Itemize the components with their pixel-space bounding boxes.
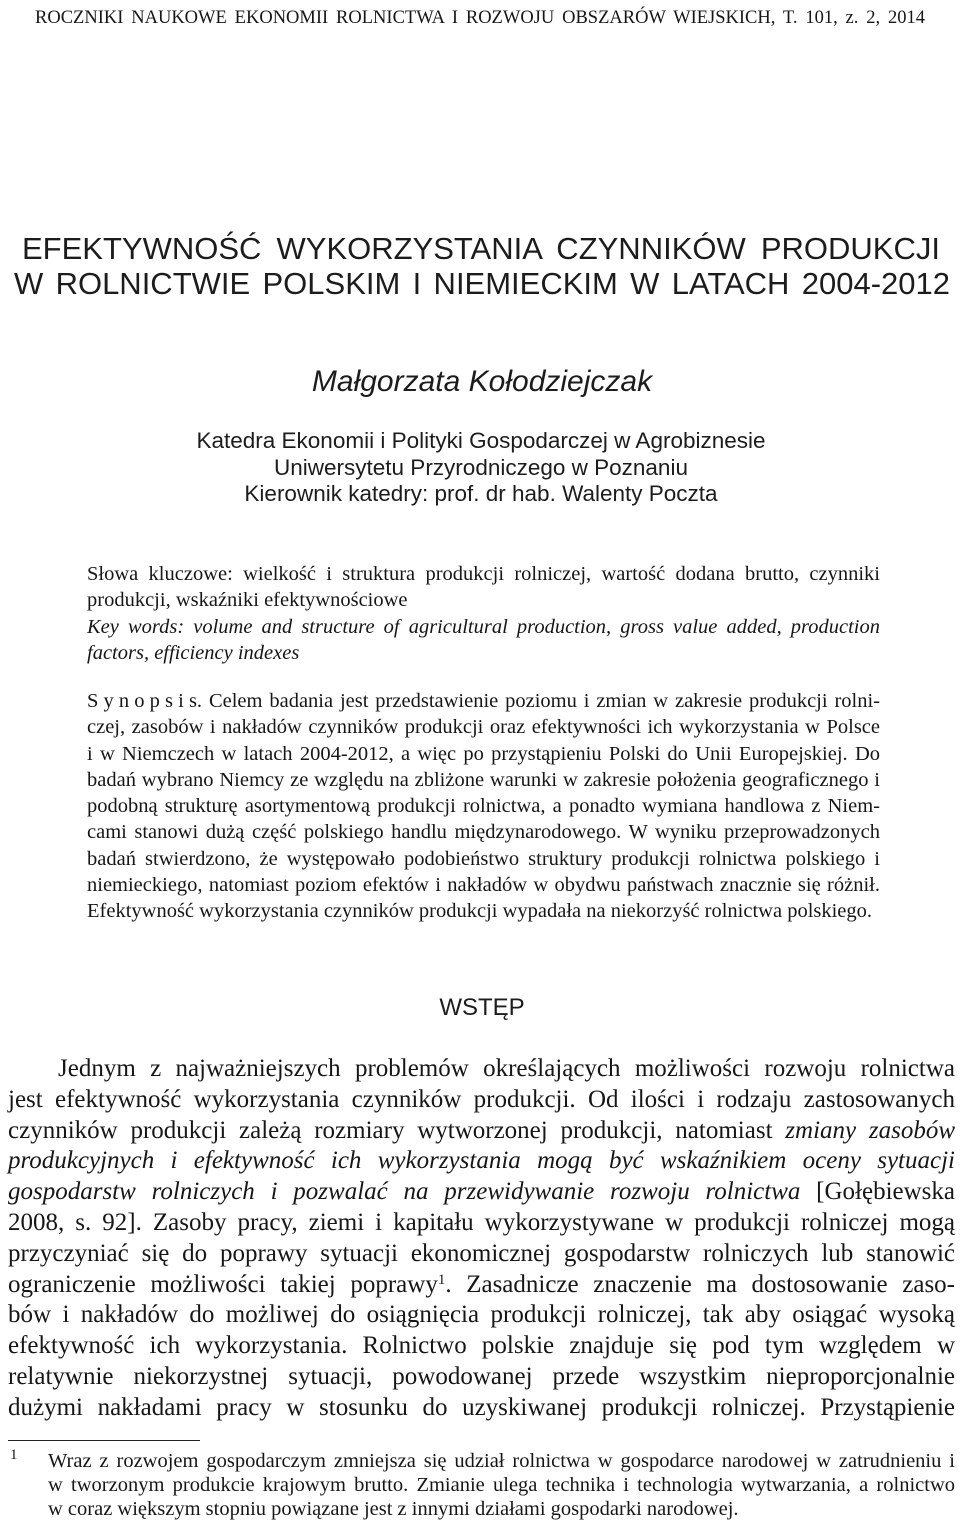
keywords-pl-line (87, 561, 880, 587)
synopsis-line (87, 793, 880, 819)
footnote-line (48, 1497, 955, 1521)
footnote-line-text: Wraz z rozwojem gospodarczym zmniejsza się udział rolnictwa w gospodarce narodowej w zatrudnieniu i (48, 1450, 955, 1472)
keywords-pl-line (87, 587, 880, 613)
body-line (58, 1054, 955, 1085)
synopsis-line-text: i w Niemczech w latach 2004-2012, a więc po przystąpieniu Polski do Unii Europejskiej. Do (87, 742, 880, 765)
body-line-text: jest efektywność wykorzystania czynników produkcji. Od ilości i rodzaju zastosowanych (8, 1085, 955, 1113)
footnote-rule (8, 1440, 200, 1441)
body-line (8, 1300, 955, 1331)
footnote-line (48, 1473, 955, 1497)
title-line-text: W ROLNICTWIE POLSKIM I NIEMIECKIM W LATACH 2004-2012 (14, 266, 950, 301)
body-line (8, 1393, 955, 1424)
body-line-text: 2008, s. 92]. Zasoby pracy, ziemi i kapitału wykorzystywane w produkcji rolniczej mogą (8, 1208, 955, 1236)
running-head-text: ROCZNIKI NAUKOWE EKONOMII ROLNICTWA I ROZWOJU OBSZARÓW WIEJSKICH, T. 101, z. 2, 2014 (35, 8, 925, 28)
body-line (8, 1146, 955, 1177)
synopsis-line (87, 898, 880, 924)
body-line-text: relatywnie niekorzystnej sytuacji, powodowanej przede wszystkim nieproporcjonalnie (8, 1362, 955, 1390)
keywords-pl-text: Słowa kluczowe: wielkość i struktura produkcji rolniczej, wartość dodana brutto, czynniki (87, 563, 880, 585)
section-heading-text: WSTĘP (439, 994, 525, 1021)
body-line (8, 1331, 955, 1362)
footnote (48, 1449, 955, 1521)
footnote-line-text: w coraz większym stopniu powiązane jest z innymi działami gospodarki narodowej. (48, 1498, 739, 1520)
body-line (8, 1177, 955, 1208)
footnote-line (48, 1449, 955, 1473)
synopsis-line (87, 688, 880, 714)
body-line-text: Jednym z najważniejszych problemów określających możliwości rozwoju rolnictwa (58, 1055, 955, 1082)
body-line (8, 1116, 955, 1147)
italic-text: gospodarstw rolniczych i pozwalać na przewidywanie rozwoju rolnictwa (8, 1178, 801, 1206)
synopsis (87, 688, 880, 925)
synopsis-line (87, 714, 880, 740)
synopsis-label: S y n o p s i s. (87, 690, 203, 712)
synopsis-line (87, 819, 880, 845)
keywords-en-line (87, 614, 880, 640)
affiliation-text: Kierownik katedry: prof. dr hab. Walenty Poczta (244, 481, 718, 506)
body-line (8, 1362, 955, 1393)
synopsis-line-text (87, 688, 880, 714)
synopsis-text: Celem badania jest przedstawienie poziomu i zmian w zakresie produkcji rolni- (208, 690, 881, 712)
affiliation-line (0, 428, 960, 455)
body-line (8, 1208, 955, 1239)
synopsis-line (87, 767, 880, 793)
synopsis-line-text: Efektywność wykorzystania czynników produkcji wypadała na niekorzyść rolnictwa polskiego. (87, 900, 873, 923)
body-line-text (8, 1116, 955, 1147)
body-line (8, 1270, 955, 1301)
section-heading (0, 994, 960, 1022)
body-line-text: bów i nakładów do możliwej do osiągnięcia produkcji rolniczej, tak aby osiągać wysoką (8, 1301, 955, 1329)
citation-text: [Gołębiewska (816, 1178, 955, 1206)
affiliation-line (0, 455, 960, 482)
footnote-line-text: w tworzonym produkcie krajowym brutto. Zmianie ulega technika i technologia wytwarzania, a rolnictwo (48, 1474, 955, 1496)
affiliation-line (0, 481, 960, 508)
synopsis-line-text: podobną strukturę asortymentową produkcji rolnictwa, a ponadto wymiana handlowa z Niem- (87, 795, 880, 818)
body-text-segment: czynników produkcji zależą rozmiary wytworzonej produkcji, natomiast (8, 1116, 773, 1144)
body-line-text: efektywność ich wykorzystania. Rolnictwo polskie znajduje się pod tym względem w (8, 1332, 955, 1360)
body-text (8, 1054, 955, 1424)
running-head-line (35, 7, 925, 29)
body-line (8, 1239, 955, 1270)
synopsis-line-text: niemieckiego, natomiast poziom efektów i nakładów w obydwu państwach znacznie się różnił. (87, 874, 880, 897)
keywords-en-text: Key words: volume and structure of agricultural production, gross value added, production (87, 615, 880, 638)
body-text-segment: ograniczenie możliwości takiej poprawy (8, 1270, 438, 1298)
synopsis-line-text: cami stanowi dużą część polskiego handlu międzynarodowego. W wyniku przeprowadzonych (87, 821, 880, 844)
body-line-text (8, 1270, 955, 1301)
keywords (87, 561, 880, 666)
synopsis-line (87, 872, 880, 898)
author-line (0, 365, 960, 399)
keywords-pl-text: produkcji, wskaźniki efektywnościowe (87, 589, 408, 612)
running-head (35, 7, 925, 29)
author-name-text: Małgorzata Kołodziejczak (311, 365, 653, 398)
synopsis-line (87, 741, 880, 767)
author-name (0, 365, 960, 399)
body-line-text: przyczyniać się do poprawy sytuacji ekonomicznej gospodarstw rolniczych lub stanowić (8, 1239, 955, 1267)
italic-text: produkcyjnych i efektywność ich wykorzystania mogą być wskaźnikiem oceny sytuacji (8, 1147, 955, 1175)
body-text-segment: . Zasadnicze znaczenie ma dostosowanie zaso- (445, 1270, 955, 1298)
footnote-ref[interactable]: 1 (437, 1271, 446, 1288)
footnote-mark: 1 (10, 1447, 18, 1463)
body-line (8, 1085, 955, 1116)
keywords-en-line (87, 640, 880, 666)
paper-title (0, 231, 960, 301)
title-line (22, 231, 940, 266)
body-line-text (8, 1177, 955, 1208)
synopsis-line-text: badań stwierdzono, że występowało podobieństwo struktury produkcji rolnictwa polskiego i (87, 847, 880, 870)
italic-text: zmiany zasobów (785, 1116, 955, 1144)
affiliation-text: Katedra Ekonomii i Polityki Gospodarczej w Agrobiznesie (196, 428, 766, 453)
synopsis-line (87, 846, 880, 872)
title-line (14, 266, 950, 301)
section-heading-line (0, 994, 960, 1022)
body-line-text: dużymi nakładami pracy w stosunku do uzyskiwanej produkcji rolniczej. Przystąpienie (8, 1393, 955, 1421)
affiliation (0, 428, 960, 508)
synopsis-line-text: badań wybrano Niemcy ze względu na zbliżone warunki w zakresie położenia geograficznego i (87, 768, 880, 791)
affiliation-text: Uniwersytetu Przyrodniczego w Poznaniu (274, 454, 688, 480)
keywords-en-text: factors, efficiency indexes (87, 641, 300, 664)
synopsis-line-text: czej, zasobów i nakładów czynników produkcji oraz efektywności ich wykorzystania w Polsce (87, 716, 880, 739)
title-line-text: EFEKTYWNOŚĆ WYKORZYSTANIA CZYNNIKÓW PRODUKCJI (22, 231, 940, 266)
